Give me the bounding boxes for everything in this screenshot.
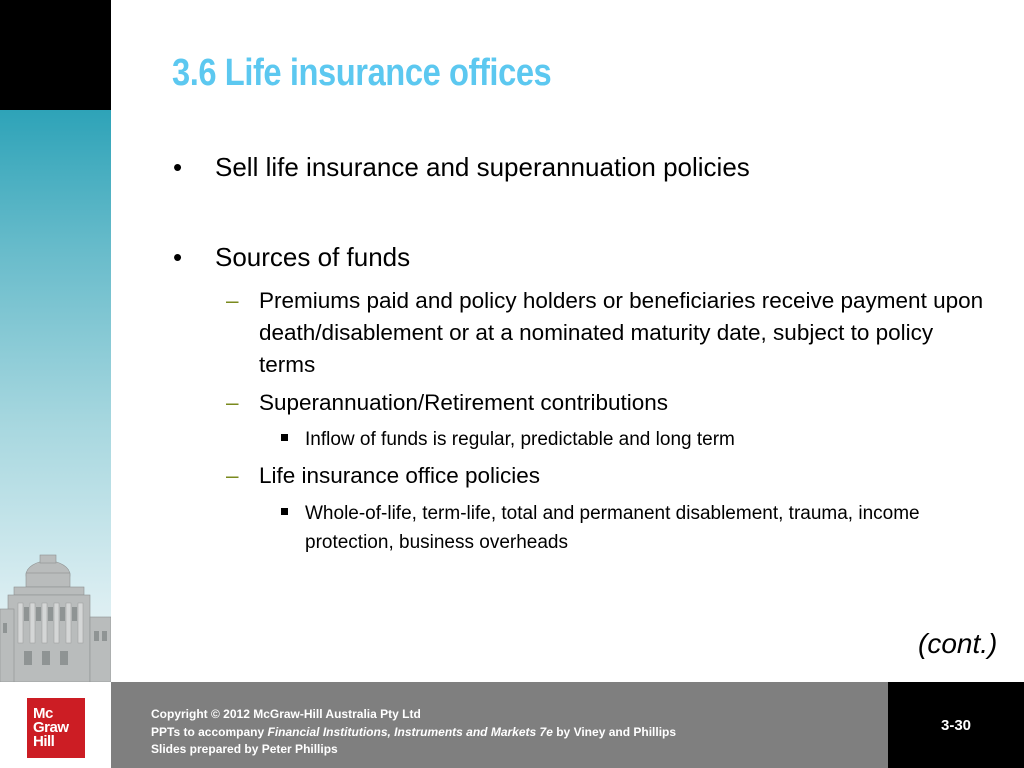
book-title: Financial Institutions, Instruments and Markets 7e bbox=[267, 724, 553, 739]
page-number bbox=[888, 682, 1024, 768]
square-bullet-marker bbox=[281, 508, 288, 515]
page-number-text: 3-30 bbox=[940, 716, 972, 734]
logo-text-line: Mc bbox=[33, 705, 53, 722]
bullet-text: Sell life insurance and superannuation policies bbox=[215, 152, 750, 182]
attribution-line bbox=[151, 724, 888, 742]
sub-bullet-text: Premiums paid and policy holders or beneficiaries receive payment upon death/disablement or at a nominated maturity date, subject to policy terms bbox=[259, 288, 984, 377]
logo-text-line: Graw bbox=[33, 719, 69, 736]
publisher-logo bbox=[27, 698, 85, 758]
copyright-line: Copyright © 2012 McGraw-Hill Australia Pty Ltd bbox=[151, 707, 421, 721]
footer bbox=[111, 682, 888, 768]
dash-marker: – bbox=[226, 463, 239, 488]
continued-label: (cont.) bbox=[918, 628, 998, 659]
bullet-marker: • bbox=[173, 242, 183, 272]
square-bullet-marker bbox=[281, 434, 288, 441]
bullet-marker: • bbox=[173, 152, 183, 182]
sub-sub-bullet-text: Inflow of funds is regular, predictable and long term bbox=[305, 429, 735, 450]
logo-text-line: Hill bbox=[33, 733, 55, 750]
slide-title: 3.6 Life insurance offices bbox=[172, 52, 552, 94]
bullet-text: Sources of funds bbox=[215, 242, 411, 272]
logo-area bbox=[0, 682, 111, 768]
sub-sub-bullet-text: Whole-of-life, term-life, total and permanent disablement, trauma, income protection, business overheads bbox=[305, 503, 920, 553]
dash-marker: – bbox=[226, 390, 239, 415]
attribution-prefix: PPTs to accompany bbox=[151, 724, 268, 739]
preparer-line: Slides prepared by Peter Phillips bbox=[151, 742, 338, 756]
attribution-suffix: by Viney and Phillips bbox=[552, 724, 677, 739]
dash-marker: – bbox=[226, 288, 239, 313]
sub-bullet-text: Superannuation/Retirement contributions bbox=[259, 390, 668, 415]
sub-bullet-text: Life insurance office policies bbox=[259, 463, 540, 488]
